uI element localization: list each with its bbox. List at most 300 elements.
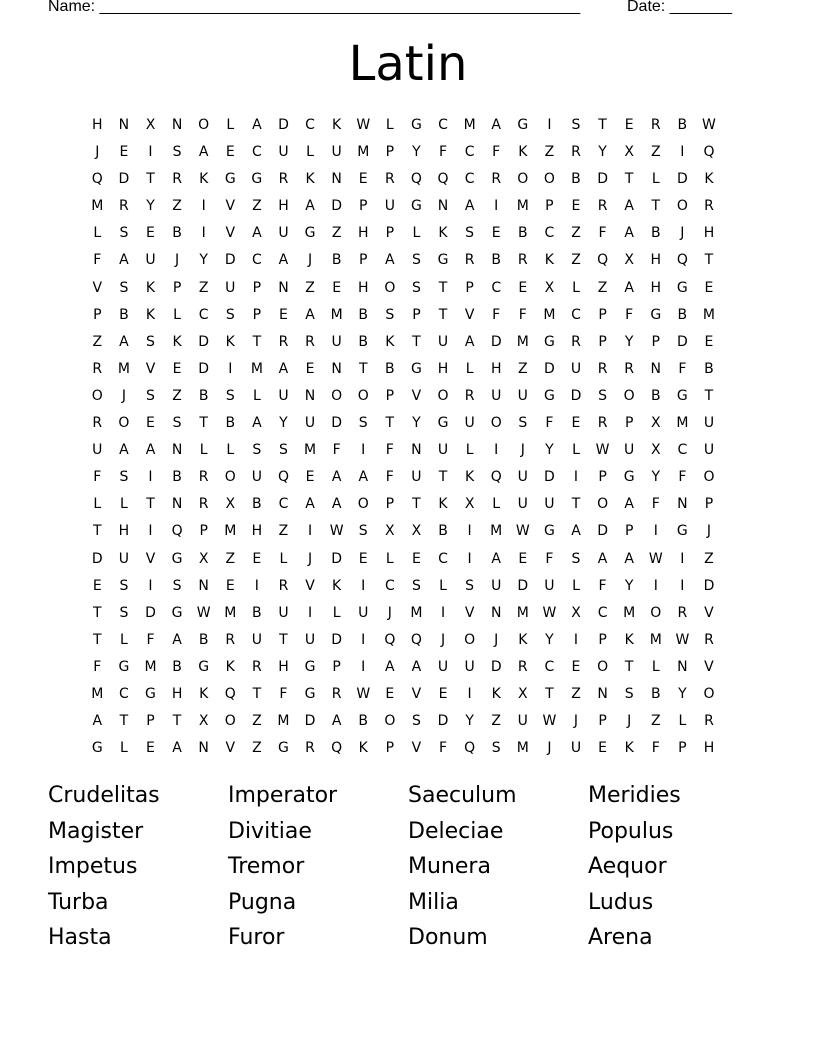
grid-letter: M bbox=[304, 442, 317, 459]
grid-letter: U bbox=[491, 387, 502, 404]
grid-letter: J bbox=[627, 713, 632, 730]
grid-letter: F bbox=[93, 658, 102, 675]
grid-row bbox=[84, 193, 722, 220]
grid-letter: E bbox=[704, 333, 714, 350]
date-field-label: Date: _______ bbox=[627, 0, 732, 15]
grid-letter: E bbox=[518, 550, 528, 567]
grid-letter: O bbox=[198, 117, 210, 133]
grid-letter: R bbox=[331, 685, 342, 702]
grid-letter: B bbox=[252, 496, 262, 513]
grid-letter: R bbox=[517, 252, 528, 269]
grid-letter: J bbox=[121, 387, 126, 404]
grid-letter: P bbox=[598, 631, 607, 648]
grid-letter: Z bbox=[252, 713, 262, 730]
grid-letter: F bbox=[625, 306, 634, 323]
grid-letter: A bbox=[198, 144, 209, 161]
grid-letter: S bbox=[571, 550, 581, 567]
grid-letter: U bbox=[278, 604, 289, 621]
grid-letter: U bbox=[624, 442, 635, 459]
grid-letter: Y bbox=[678, 685, 687, 702]
grid-letter: Y bbox=[545, 631, 554, 648]
grid-row bbox=[84, 708, 722, 735]
grid-letter: E bbox=[704, 279, 714, 296]
grid-letter: D bbox=[676, 333, 688, 350]
grid-letter: F bbox=[385, 442, 394, 459]
grid-letter: E bbox=[146, 225, 155, 242]
grid-letter: R bbox=[624, 360, 635, 377]
grid-letter: A bbox=[464, 198, 475, 215]
grid-letter: I bbox=[653, 523, 658, 540]
grid-letter: R bbox=[305, 333, 315, 350]
grid-letter: J bbox=[175, 252, 180, 269]
grid-letter: S bbox=[385, 306, 395, 323]
grid-letter: T bbox=[385, 415, 395, 432]
grid-letter: G bbox=[517, 117, 529, 133]
grid-letter: L bbox=[332, 604, 341, 621]
grid-letter: Z bbox=[252, 740, 262, 757]
grid-letter: R bbox=[278, 333, 289, 350]
grid-letter: J bbox=[494, 631, 499, 648]
grid-letter: I bbox=[148, 144, 153, 161]
grid-letter: L bbox=[412, 225, 421, 242]
grid-letter: W bbox=[542, 713, 557, 730]
grid-letter: R bbox=[305, 740, 315, 757]
grid-letter: P bbox=[598, 333, 607, 350]
grid-letter: T bbox=[624, 658, 634, 675]
grid-letter: A bbox=[385, 252, 395, 269]
word-list-item: Furor bbox=[228, 925, 285, 950]
grid-letter: N bbox=[411, 442, 422, 459]
grid-letter: F bbox=[651, 740, 660, 757]
grid-letter: C bbox=[464, 144, 475, 161]
grid-letter: T bbox=[412, 496, 421, 513]
grid-letter: C bbox=[464, 171, 475, 188]
grid-letter: U bbox=[331, 333, 342, 350]
grid-letter: G bbox=[304, 225, 316, 242]
grid-letter: U bbox=[251, 631, 262, 648]
grid-letter: U bbox=[517, 387, 528, 404]
grid-letter: L bbox=[678, 713, 687, 730]
grid-letter: H bbox=[703, 740, 715, 757]
grid-letter: P bbox=[385, 225, 395, 242]
grid-letter: K bbox=[491, 685, 501, 702]
grid-letter: L bbox=[572, 279, 580, 296]
grid-letter: Y bbox=[545, 442, 554, 459]
grid-letter: F bbox=[146, 631, 155, 648]
grid-letter: V bbox=[145, 360, 156, 377]
grid-letter: E bbox=[571, 415, 581, 432]
grid-letter: T bbox=[438, 469, 448, 486]
grid-letter: V bbox=[411, 740, 422, 757]
grid-letter: Q bbox=[437, 171, 449, 188]
grid-letter: O bbox=[650, 604, 662, 621]
grid-letter: T bbox=[412, 333, 421, 350]
grid-letter: X bbox=[198, 713, 209, 730]
grid-letter: D bbox=[331, 631, 343, 648]
grid-letter: U bbox=[358, 604, 369, 621]
grid-row bbox=[84, 247, 722, 274]
grid-letter: N bbox=[331, 360, 342, 377]
grid-letter: E bbox=[225, 577, 235, 594]
grid-letter: L bbox=[572, 442, 580, 459]
grid-letter: H bbox=[650, 252, 662, 269]
grid-letter: X bbox=[411, 523, 422, 540]
grid-letter: G bbox=[91, 740, 103, 757]
grid-letter: G bbox=[118, 658, 130, 675]
grid-letter: C bbox=[278, 496, 289, 513]
grid-letter: L bbox=[226, 117, 235, 133]
grid-letter: P bbox=[624, 523, 634, 540]
grid-letter: K bbox=[172, 333, 182, 350]
grid-letter: P bbox=[385, 496, 395, 513]
grid-letter: F bbox=[385, 469, 394, 486]
grid-letter: M bbox=[224, 523, 237, 540]
grid-letter: E bbox=[438, 685, 448, 702]
grid-letter: I bbox=[254, 577, 259, 594]
grid-letter: T bbox=[199, 415, 208, 432]
grid-letter: B bbox=[677, 117, 688, 133]
grid-letter: O bbox=[543, 171, 555, 188]
grid-letter: R bbox=[198, 469, 209, 486]
grid-letter: X bbox=[650, 442, 661, 459]
grid-letter: B bbox=[385, 360, 395, 377]
grid-letter: V bbox=[704, 604, 714, 621]
grid-letter: A bbox=[145, 442, 156, 459]
grid-letter: Q bbox=[224, 685, 236, 702]
grid-letter: P bbox=[146, 713, 155, 730]
grid-letter: T bbox=[252, 333, 262, 350]
grid-letter: L bbox=[465, 442, 474, 459]
grid-letter: S bbox=[146, 333, 155, 350]
grid-letter: T bbox=[146, 171, 155, 188]
grid-letter: G bbox=[650, 306, 662, 323]
grid-letter: M bbox=[357, 144, 370, 161]
word-list-item: Meridies bbox=[588, 783, 681, 808]
grid-row bbox=[84, 139, 722, 166]
grid-letter: O bbox=[91, 387, 103, 404]
grid-letter: N bbox=[118, 117, 130, 133]
grid-letter: P bbox=[598, 469, 607, 486]
grid-letter: E bbox=[358, 171, 368, 188]
grid-letter: D bbox=[91, 550, 103, 567]
grid-letter: U bbox=[703, 442, 715, 459]
grid-letter: Z bbox=[252, 198, 262, 215]
grid-letter: K bbox=[438, 496, 448, 513]
grid-letter: X bbox=[145, 117, 156, 133]
grid-row bbox=[84, 573, 722, 600]
grid-letter: S bbox=[172, 144, 182, 161]
grid-letter: H bbox=[92, 117, 103, 133]
grid-letter: X bbox=[650, 415, 661, 432]
grid-letter: O bbox=[703, 685, 715, 702]
grid-letter: U bbox=[225, 279, 236, 296]
grid-letter: S bbox=[491, 740, 501, 757]
grid-letter: D bbox=[437, 713, 449, 730]
grid-letter: T bbox=[545, 685, 554, 702]
grid-letter: V bbox=[464, 604, 475, 621]
grid-letter: V bbox=[464, 306, 475, 323]
grid-letter: Z bbox=[544, 144, 555, 161]
grid-letter: Z bbox=[571, 225, 581, 242]
grid-letter: I bbox=[307, 523, 313, 540]
grid-letter: K bbox=[358, 740, 368, 757]
grid-letter: D bbox=[517, 577, 529, 594]
grid-letter: C bbox=[251, 144, 262, 161]
grid-letter: L bbox=[119, 496, 128, 513]
grid-letter: I bbox=[494, 198, 499, 215]
grid-letter: U bbox=[331, 144, 342, 161]
grid-letter: T bbox=[146, 496, 155, 513]
grid-letter: C bbox=[438, 550, 448, 567]
grid-letter: I bbox=[653, 577, 658, 594]
grid-letter: N bbox=[198, 577, 209, 594]
grid-letter: E bbox=[385, 685, 395, 702]
grid-letter: O bbox=[331, 387, 343, 404]
grid-letter: W bbox=[356, 685, 371, 702]
grid-letter: H bbox=[650, 279, 662, 296]
word-list-item: Milia bbox=[408, 889, 459, 915]
word-list-item: Saeculum bbox=[408, 783, 517, 808]
grid-letter: Z bbox=[571, 252, 581, 269]
grid-letter: O bbox=[384, 713, 396, 730]
grid-letter: B bbox=[650, 387, 661, 404]
grid-letter: E bbox=[252, 550, 262, 567]
grid-letter: W bbox=[648, 550, 663, 567]
grid-letter: G bbox=[676, 279, 688, 296]
grid-letter: Y bbox=[146, 198, 155, 215]
grid-letter: L bbox=[439, 577, 447, 594]
grid-letter: V bbox=[225, 198, 236, 215]
grid-letter: I bbox=[361, 631, 366, 648]
grid-letter: B bbox=[172, 658, 182, 675]
word-list-item: Crudelitas bbox=[48, 783, 160, 808]
grid-letter: E bbox=[92, 577, 102, 594]
grid-letter: R bbox=[597, 198, 608, 215]
grid-letter: U bbox=[145, 252, 156, 269]
grid-letter: E bbox=[358, 550, 368, 567]
grid-letter: L bbox=[651, 171, 660, 188]
grid-letter: K bbox=[199, 685, 209, 702]
grid-letter: U bbox=[517, 713, 528, 730]
grid-letter: L bbox=[465, 360, 474, 377]
grid-letter: R bbox=[704, 631, 714, 648]
grid-letter: W bbox=[595, 442, 610, 459]
grid-letter: U bbox=[437, 333, 449, 350]
grid-letter: A bbox=[624, 225, 634, 242]
grid-letter: Q bbox=[277, 469, 289, 486]
grid-letter: S bbox=[119, 225, 129, 242]
grid-letter: A bbox=[358, 469, 369, 486]
grid-row bbox=[84, 329, 722, 356]
name-field-label: Name: ______________________________________________________ bbox=[48, 0, 581, 15]
grid-letter: M bbox=[543, 306, 556, 323]
grid-letter: J bbox=[573, 713, 579, 730]
grid-letter: R bbox=[571, 333, 581, 350]
grid-letter: V bbox=[92, 279, 103, 296]
grid-letter: U bbox=[411, 469, 422, 486]
grid-letter: B bbox=[438, 523, 448, 540]
grid-letter: E bbox=[172, 360, 182, 377]
grid-letter: J bbox=[706, 523, 712, 540]
word-list-item: Aequor bbox=[588, 854, 667, 879]
grid-letter: C bbox=[305, 117, 315, 133]
grid-letter: B bbox=[517, 225, 528, 242]
grid-letter: H bbox=[357, 279, 369, 296]
grid-row bbox=[84, 410, 722, 437]
grid-letter: G bbox=[543, 387, 555, 404]
grid-letter: A bbox=[252, 117, 262, 133]
grid-letter: O bbox=[676, 198, 688, 215]
grid-letter: M bbox=[516, 604, 529, 621]
grid-letter: T bbox=[93, 604, 102, 621]
grid-letter: D bbox=[597, 523, 608, 540]
grid-letter: M bbox=[91, 685, 104, 702]
grid-letter: U bbox=[437, 658, 449, 675]
grid-letter: S bbox=[411, 577, 421, 594]
grid-letter: M bbox=[224, 604, 237, 621]
grid-letter: Z bbox=[172, 387, 182, 404]
grid-letter: I bbox=[307, 604, 313, 621]
grid-letter: I bbox=[547, 117, 552, 133]
grid-letter: S bbox=[225, 387, 235, 404]
grid-letter: D bbox=[331, 415, 343, 432]
grid-letter: U bbox=[570, 740, 582, 757]
grid-letter: A bbox=[571, 523, 581, 540]
grid-letter: J bbox=[547, 740, 552, 757]
grid-letter: W bbox=[329, 523, 344, 540]
grid-letter: F bbox=[545, 415, 554, 432]
grid-row bbox=[84, 735, 722, 762]
grid-letter: R bbox=[464, 387, 475, 404]
grid-letter: S bbox=[119, 279, 129, 296]
grid-letter: L bbox=[173, 306, 181, 323]
grid-letter: G bbox=[251, 171, 263, 188]
grid-letter: P bbox=[651, 333, 660, 350]
grid-letter: E bbox=[279, 306, 288, 323]
grid-letter: W bbox=[196, 604, 211, 621]
grid-row bbox=[84, 275, 722, 302]
grid-letter: A bbox=[331, 496, 342, 513]
grid-letter: S bbox=[119, 469, 129, 486]
grid-letter: F bbox=[651, 496, 660, 513]
grid-letter: U bbox=[570, 360, 582, 377]
grid-letter: N bbox=[198, 740, 209, 757]
grid-letter: I bbox=[494, 442, 499, 459]
grid-letter: F bbox=[438, 740, 448, 757]
grid-letter: C bbox=[677, 442, 688, 459]
grid-letter: L bbox=[385, 117, 394, 133]
grid-letter: Q bbox=[410, 631, 422, 648]
grid-letter: O bbox=[118, 415, 130, 432]
grid-letter: U bbox=[517, 469, 528, 486]
grid-letter: J bbox=[387, 604, 392, 621]
grid-letter: L bbox=[306, 144, 314, 161]
grid-letter: S bbox=[465, 577, 475, 594]
grid-letter: U bbox=[464, 658, 475, 675]
grid-letter: S bbox=[411, 279, 421, 296]
grid-letter: A bbox=[491, 117, 501, 133]
grid-letter: R bbox=[251, 658, 262, 675]
grid-letter: D bbox=[198, 333, 210, 350]
grid-letter: F bbox=[545, 550, 554, 567]
grid-letter: D bbox=[544, 360, 555, 377]
grid-letter: N bbox=[490, 604, 502, 621]
grid-letter: G bbox=[676, 387, 688, 404]
grid-letter: I bbox=[467, 550, 472, 567]
grid-letter: Z bbox=[172, 198, 182, 215]
grid-letter: G bbox=[304, 658, 316, 675]
grid-letter: T bbox=[598, 117, 607, 133]
grid-letter: H bbox=[278, 198, 289, 215]
grid-letter: I bbox=[573, 469, 579, 486]
grid-letter: A bbox=[252, 225, 262, 242]
grid-letter: R bbox=[92, 415, 103, 432]
grid-row bbox=[84, 654, 722, 681]
grid-letter: E bbox=[518, 279, 528, 296]
grid-row bbox=[84, 166, 722, 193]
grid-letter: A bbox=[491, 550, 501, 567]
grid-letter: I bbox=[201, 225, 206, 242]
grid-row bbox=[84, 383, 722, 410]
grid-letter: I bbox=[361, 442, 366, 459]
grid-letter: R bbox=[704, 713, 714, 730]
grid-letter: B bbox=[677, 306, 688, 323]
grid-letter: Q bbox=[703, 144, 715, 161]
word-list-item: Ludus bbox=[588, 889, 654, 915]
grid-letter: J bbox=[307, 550, 313, 567]
grid-letter: G bbox=[676, 523, 688, 540]
grid-letter: V bbox=[145, 550, 156, 567]
grid-letter: X bbox=[518, 685, 528, 702]
grid-letter: U bbox=[464, 415, 475, 432]
grid-letter: K bbox=[465, 469, 475, 486]
grid-letter: S bbox=[279, 442, 288, 459]
grid-letter: P bbox=[252, 306, 262, 323]
grid-letter: X bbox=[198, 550, 209, 567]
grid-letter: B bbox=[172, 469, 182, 486]
grid-letter: Z bbox=[225, 550, 236, 567]
grid-letter: O bbox=[384, 279, 396, 296]
grid-letter: V bbox=[305, 577, 315, 594]
grid-letter: O bbox=[490, 415, 502, 432]
grid-letter: W bbox=[542, 604, 557, 621]
grid-letter: E bbox=[411, 550, 421, 567]
grid-letter: F bbox=[598, 225, 607, 242]
grid-letter: I bbox=[680, 144, 685, 161]
grid-letter: Y bbox=[465, 713, 474, 730]
grid-letter: L bbox=[93, 225, 102, 242]
grid-letter: L bbox=[226, 442, 235, 459]
grid-letter: G bbox=[410, 198, 422, 215]
grid-letter: G bbox=[145, 685, 156, 702]
grid-letter: G bbox=[410, 117, 422, 133]
grid-letter: Q bbox=[171, 523, 183, 540]
grid-letter: R bbox=[119, 198, 129, 215]
word-list-item: Turba bbox=[48, 889, 109, 915]
grid-letter: S bbox=[358, 523, 368, 540]
grid-letter: M bbox=[91, 198, 104, 215]
grid-letter: C bbox=[251, 252, 262, 269]
grid-letter: S bbox=[119, 604, 129, 621]
grid-letter: H bbox=[118, 523, 130, 540]
grid-letter: P bbox=[252, 279, 262, 296]
grid-letter: D bbox=[490, 658, 502, 675]
grid-letter: X bbox=[544, 279, 555, 296]
grid-letter: R bbox=[278, 171, 289, 188]
word-list-item: Munera bbox=[408, 854, 491, 879]
grid-letter: A bbox=[624, 279, 634, 296]
word-list-item: Divitiae bbox=[228, 818, 312, 844]
